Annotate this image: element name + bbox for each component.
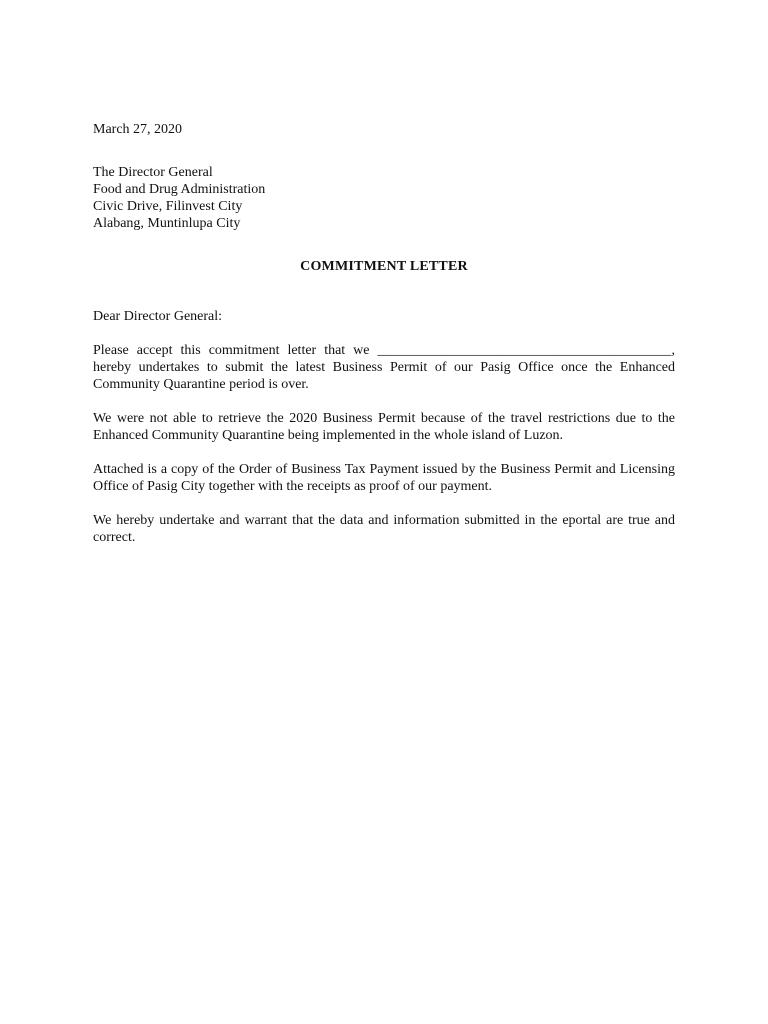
paragraph-commitment bbox=[93, 342, 675, 393]
recipient-line: Food and Drug Administration bbox=[93, 182, 266, 197]
company-name-blank: __________________________________________ bbox=[377, 343, 672, 358]
recipient-address bbox=[93, 164, 675, 232]
letter-date: March 27, 2020 bbox=[93, 122, 183, 137]
paragraph-commitment-lead: Please accept this commitment letter that we bbox=[93, 343, 378, 358]
salutation: Dear Director General: bbox=[93, 309, 223, 324]
paragraph-attachment: Attached is a copy of the Order of Business Tax Payment issued by the Business Permit and Licensing Office of Pasig City together with the receipts as proof of our payment. bbox=[93, 462, 675, 494]
recipient-line: Alabang, Muntinlupa City bbox=[93, 216, 241, 231]
paragraph-reason: We were not able to retrieve the 2020 Business Permit because of the travel restrictions due to the Enhanced Community Quarantine being implemented in the whole island of Luzon. bbox=[93, 411, 675, 443]
paragraph-warranty: We hereby undertake and warrant that the data and information submitted in the eportal are true and correct. bbox=[93, 513, 675, 545]
letter-body bbox=[93, 121, 675, 563]
recipient-line: Civic Drive, Filinvest City bbox=[93, 199, 243, 214]
paragraph-commitment-rest: , hereby undertakes to submit the latest Business Permit of our Pasig Office once the Enhanced Community Quarantine period is over. bbox=[93, 343, 675, 392]
letter-title: COMMITMENT LETTER bbox=[300, 259, 468, 274]
recipient-line: The Director General bbox=[93, 165, 213, 180]
